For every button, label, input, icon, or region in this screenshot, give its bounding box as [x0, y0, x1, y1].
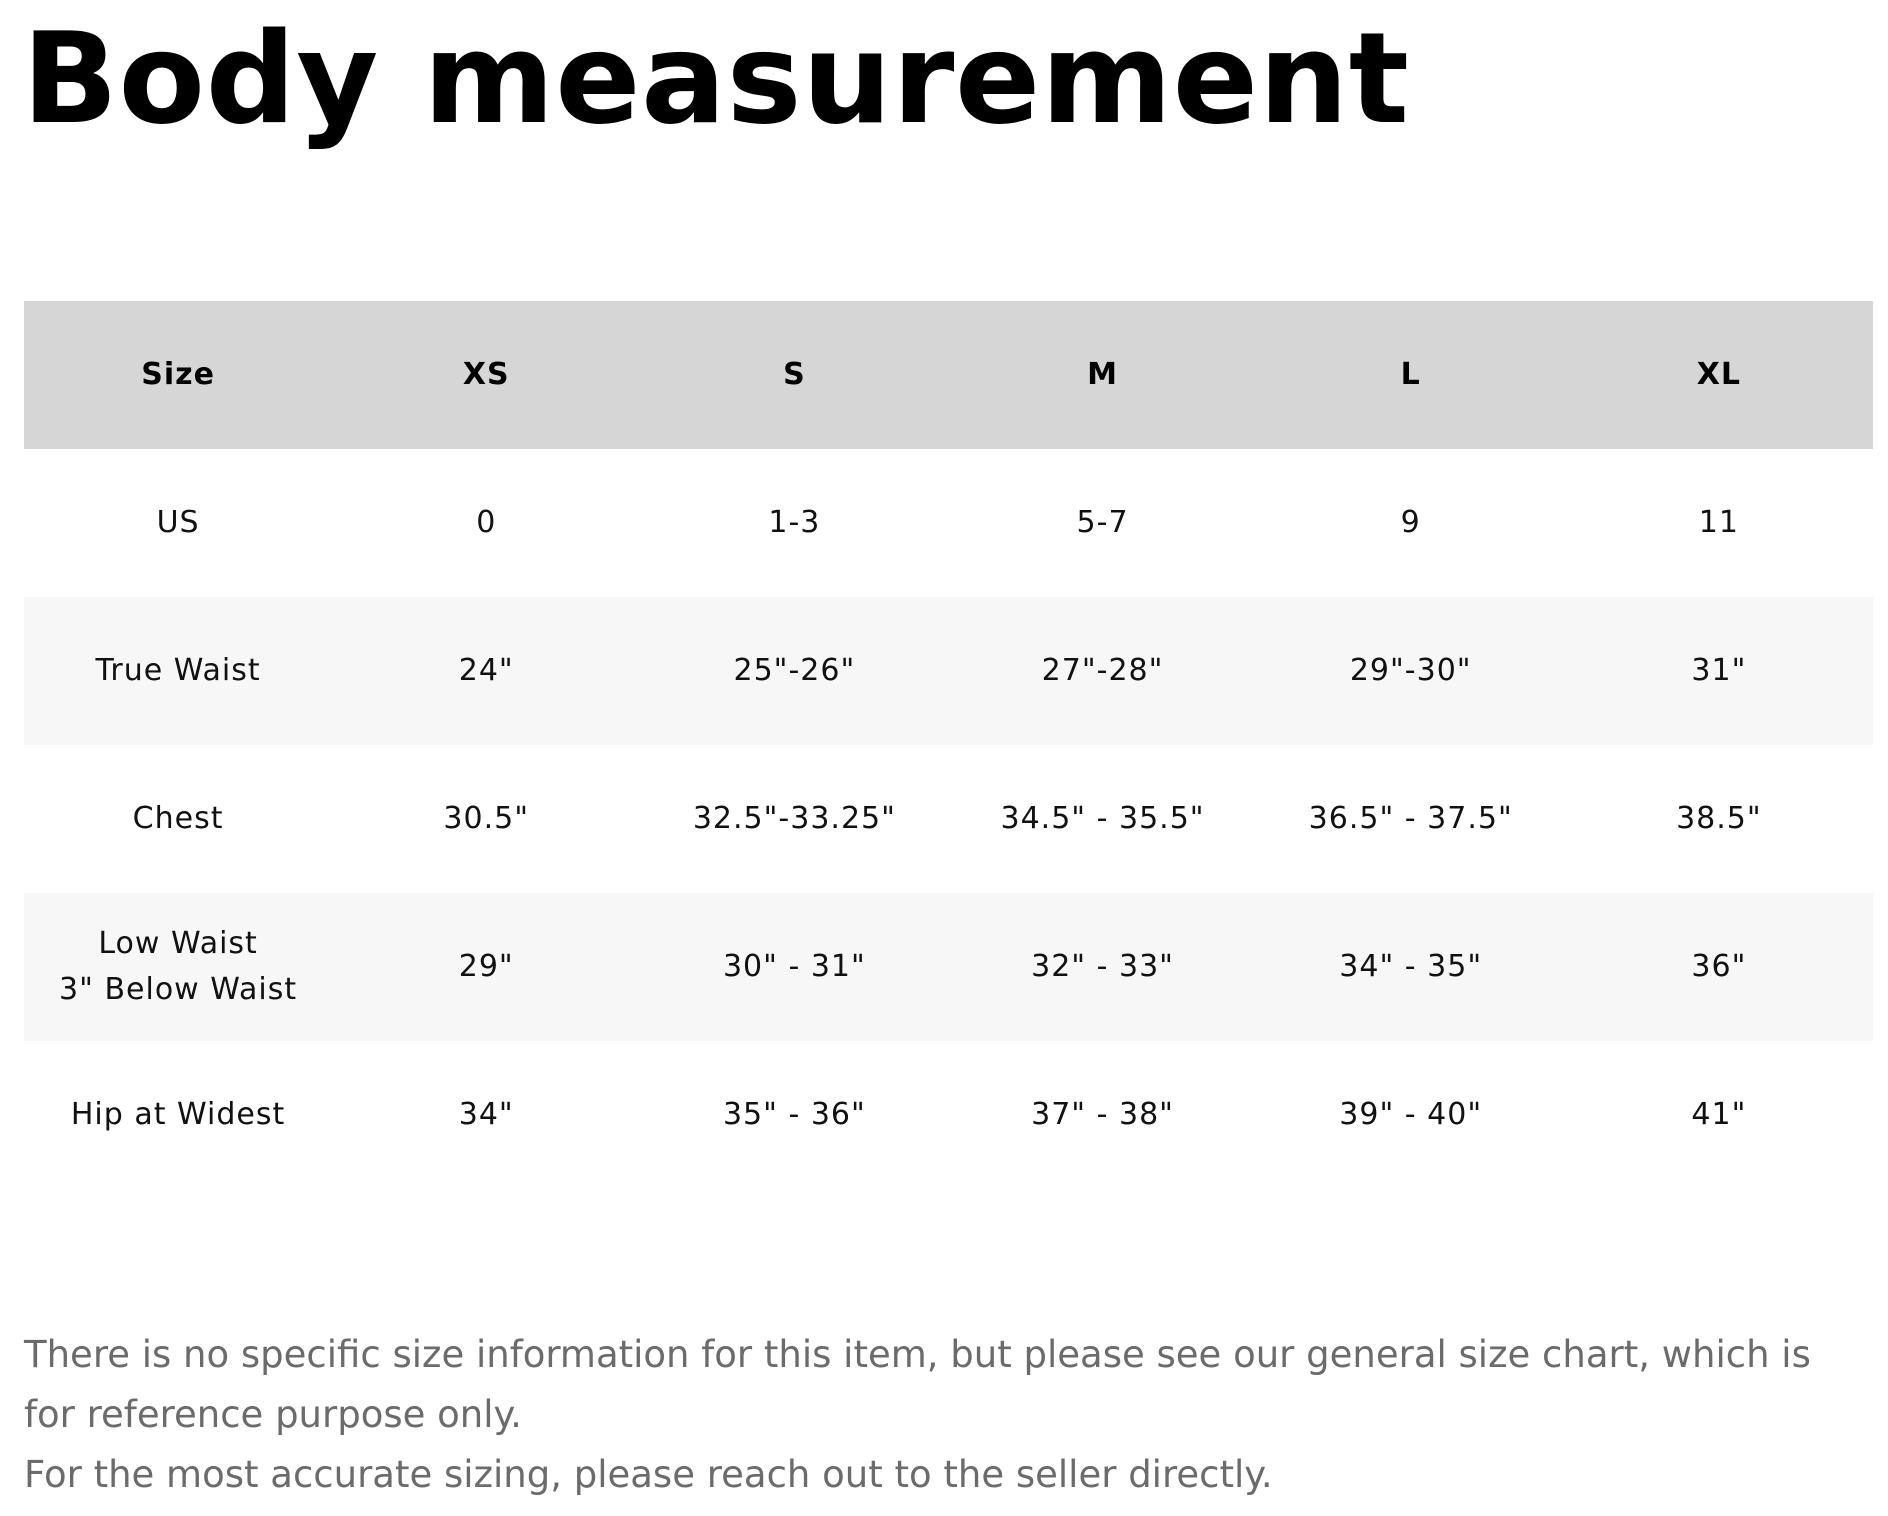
- table-cell: 11: [1698, 505, 1739, 540]
- table-cell: 39" - 40": [1339, 1097, 1483, 1132]
- table-cell: 9: [1400, 505, 1421, 540]
- row-label: [24, 745, 332, 893]
- column-header-xl: XL: [1696, 357, 1742, 392]
- table-cell: 32.5"-33.25": [692, 801, 896, 836]
- table-cell: 0: [476, 505, 497, 540]
- table-cell: 31": [1691, 653, 1747, 688]
- row-label: [24, 893, 332, 1041]
- table-cell: 29": [458, 949, 514, 984]
- table-cell: 36.5" - 37.5": [1308, 801, 1513, 836]
- row-label: [24, 449, 332, 597]
- table-row-chest: [24, 745, 1873, 893]
- table-cell: 34.5" - 35.5": [1000, 801, 1205, 836]
- table-cell: 36": [1691, 949, 1747, 984]
- size-disclaimer: [24, 1325, 1869, 1505]
- row-label-subtext: 3" Below Waist: [59, 972, 298, 1007]
- table-cell: 1-3: [768, 505, 821, 540]
- column-header-s: S: [783, 357, 806, 392]
- table-cell: 41": [1691, 1097, 1747, 1132]
- table-cell: 35" - 36": [722, 1097, 866, 1132]
- table-row-us: [24, 449, 1873, 597]
- table-cell: 5-7: [1076, 505, 1129, 540]
- row-label-text: Hip at Widest: [70, 1097, 286, 1132]
- disclaimer-text: There is no specific size information for this item, but please see our general size chart, which is for reference purpose only.: [24, 1333, 1811, 1436]
- column-header-m: M: [1087, 357, 1118, 392]
- table-cell: 30" - 31": [722, 949, 866, 984]
- table-cell: 32" - 33": [1031, 949, 1174, 984]
- table-cell: 34" - 35": [1339, 949, 1483, 984]
- table-cell: 30.5": [443, 801, 530, 836]
- row-label: [24, 1041, 332, 1189]
- row-label-text: True Waist: [95, 653, 261, 688]
- row-label-text: US: [156, 505, 200, 540]
- table-cell: 37" - 38": [1031, 1097, 1174, 1132]
- size-chart-table: [24, 301, 1873, 1189]
- column-header-xs: XS: [462, 357, 510, 392]
- row-label-text: Chest: [132, 801, 224, 836]
- page-title: Body measurement: [22, 5, 1410, 152]
- table-cell: 38.5": [1676, 801, 1762, 836]
- table-row-low-waist: [24, 893, 1873, 1041]
- disclaimer-contact-text: For the most accurate sizing, please reach out to the seller directly.: [24, 1453, 1273, 1496]
- table-cell: 27"-28": [1041, 653, 1164, 688]
- table-row-true-waist: [24, 597, 1873, 745]
- table-cell: 25"-26": [733, 653, 856, 688]
- table-row-hip: [24, 1041, 1873, 1189]
- table-cell: 24": [458, 653, 514, 688]
- row-label-text: Low Waist: [98, 926, 258, 961]
- row-label: [24, 597, 332, 745]
- table-cell: 34": [458, 1097, 514, 1132]
- table-cell: 29"-30": [1349, 653, 1472, 688]
- table-header-row: [24, 301, 1873, 449]
- column-header-l: L: [1400, 357, 1421, 392]
- column-header-size: Size: [141, 357, 215, 392]
